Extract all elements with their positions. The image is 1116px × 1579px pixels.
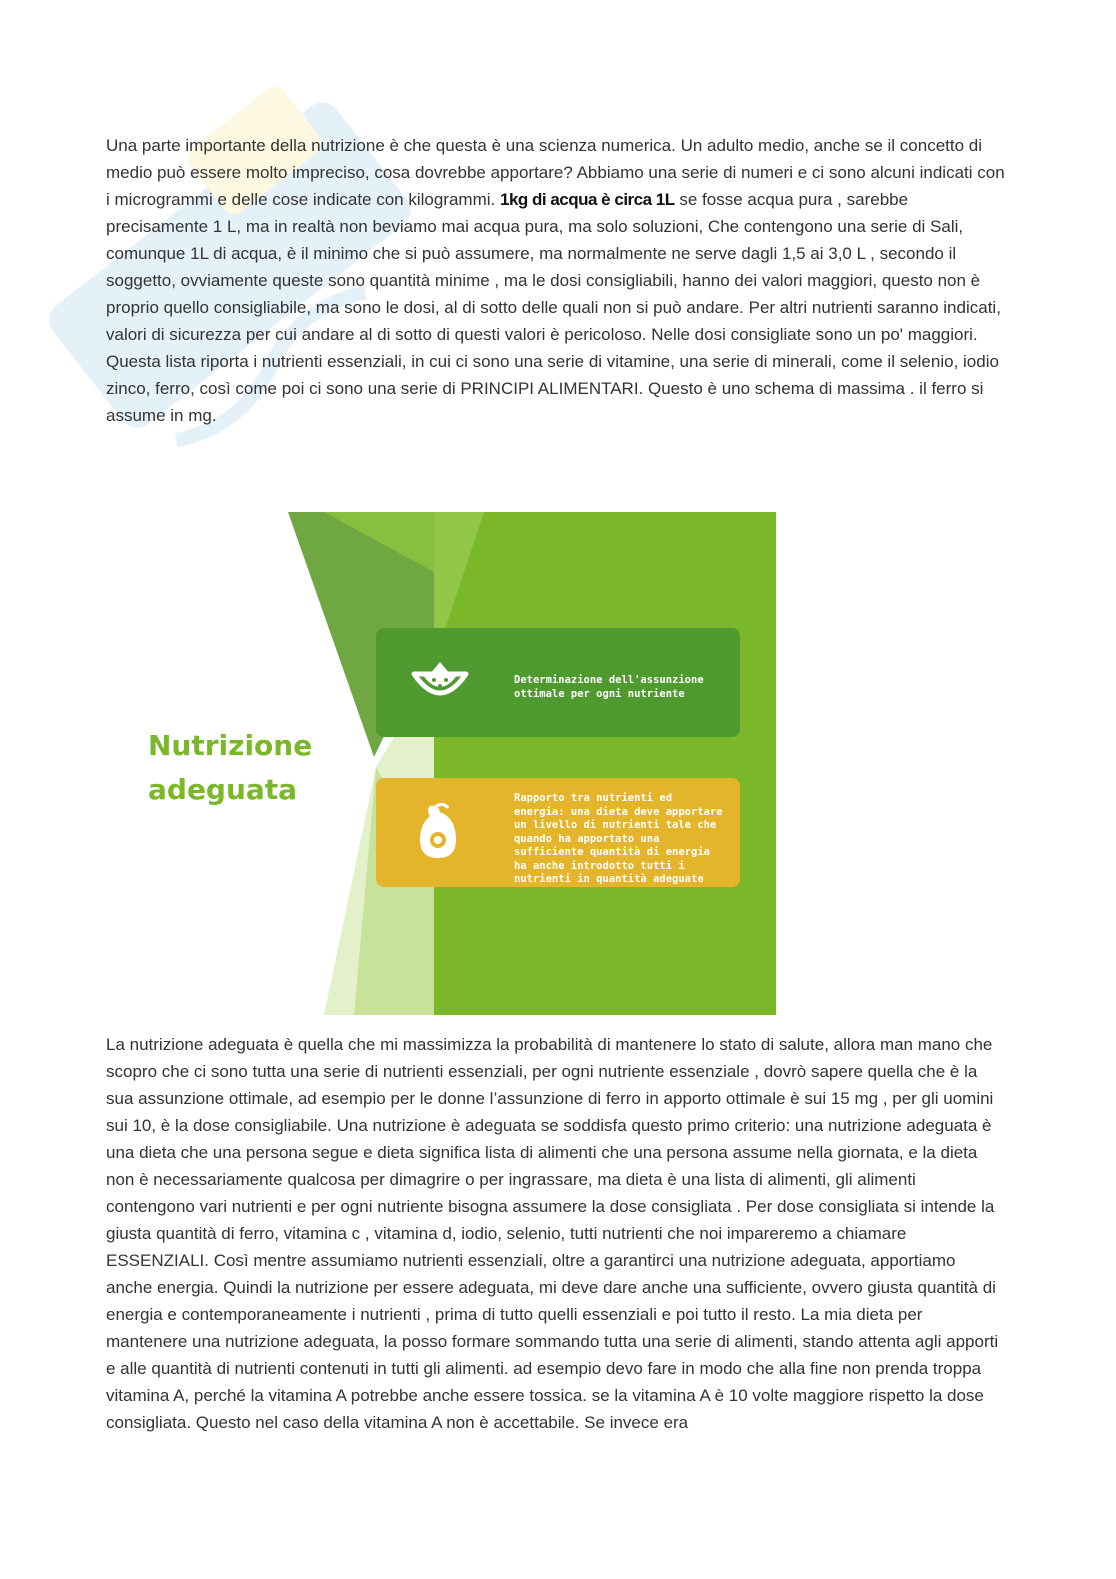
- watermelon-icon: [412, 660, 468, 700]
- card-2-text: Rapporto tra nutrienti ed energia: una dieta deve apportare un livello di nutrienti tale che quando ha apportato una sufficiente quantità di energia ha anche introdotto tutti i nutrienti in quantità adeguate: [514, 792, 723, 885]
- slide-card-rapporto: [376, 778, 740, 887]
- slide-image: [148, 512, 776, 1015]
- bold-highlight: 1kg di acqua è circa 1L: [499, 190, 675, 209]
- avocado-icon: [412, 802, 468, 862]
- paragraph-nutrizione-adeguata: La nutrizione adeguata è quella che mi massimizza la probabilità di mantenere lo stato di salute, allora man mano che scopro che ci sono tutta una serie di nutrienti essenziali, per ogni nutriente essenziale , dovrò sapere quella che è la sua assunzione ottimale, ad esempio per le donne l’assunzione di ferro in apporto ottimale è sui 15 mg , per gli uomini sui 10, è la dose consigliabile. Una nutrizione è adeguata se soddisfa questo primo criterio: una nutrizione adeguata è una dieta che una persona segue e dieta significa lista di alimenti che una persona assume nella giornata, e la dieta non è necessariamente qualcosa per dimagrire o per ingrassare, ma dieta è una lista di alimenti, gli alimenti contengono vari nutrienti e per ogni nutriente bisogna assumere la dose consigliata . Per dose consigliata si intende la giusta quantità di ferro, vitamina c , vitamina d, iodio, selenio, tutti nutrienti che noi impareremo a chiamare ESSENZIALI. Così mentre assumiamo nutrienti essenziali, oltre a garantirci una nutrizione adeguata, apportiamo anche energia. Quindi la nutrizione per essere adeguata, mi deve dare anche una sufficiente, ovvero giusta quantità di energia e contemporaneamente i nutrienti , prima di tutto quelli essenziali e poi tutto il resto. La mia dieta per mantenere una nutrizione adeguata, la posso formare sommando tutta una serie di alimenti, stando attenta agli apporti e alle quantità di nutrienti contenuti in tutti gli alimenti. ad esempio devo fare in modo che alla fine non prenda troppa vitamina A, perché la vitamina A potrebbe anche essere tossica. se la vitamina A è 10 volte maggiore rispetto la dose consigliata. Questo nel caso della vitamina A non è accettabile. Se invece era: [106, 1035, 999, 1432]
- paragraph-intro: Una parte importante della nutrizione è che questa è una scienza numerica. Un adulto medio, anche se il concetto di medio può essere molto impreciso, cosa dovrebbe apportare? Abbiamo una serie di numeri e ci sono alcuni indicati con i microgrammi e delle cose indicate con kilogrammi. 1kg di acqua è circa 1L se fosse acqua pura , sarebbe precisamente 1 L, ma in realtà non beviamo mai acqua pura, ma solo soluzioni, Che contengono una serie di Sali, comunque 1L di acqua, è il minimo che si può assumere, ma normalmente ne serve dagli 1,5 ai 3,0 L , secondo il soggetto, ovviamente queste sono quantità minime , ma le dosi consigliabili, hanno dei valori maggiori, questo non è proprio quello consigliabile, ma sono le dosi, al di sotto delle quali non si può andare. Per altri nutrienti saranno indicati, valori di sicurezza per cui andare al di sotto di questi valori è pericoloso. Nelle dosi consigliate sono un po' maggiori. Questa lista riporta i nutrienti essenziali, in cui ci sono una serie di vitamine, una serie di minerali, come il selenio, iodio zinco, ferro, così come poi ci sono una serie di PRINCIPI ALIMENTARI. Questo è uno schema di massima . il ferro si assume in mg.: [106, 136, 1005, 425]
- slide-title: Nutrizione adeguata: [148, 729, 313, 806]
- card-1-text: Determinazione dell'assunzione ottimale per ogni nutriente: [514, 674, 704, 700]
- slide-card-assunzione: [376, 628, 740, 737]
